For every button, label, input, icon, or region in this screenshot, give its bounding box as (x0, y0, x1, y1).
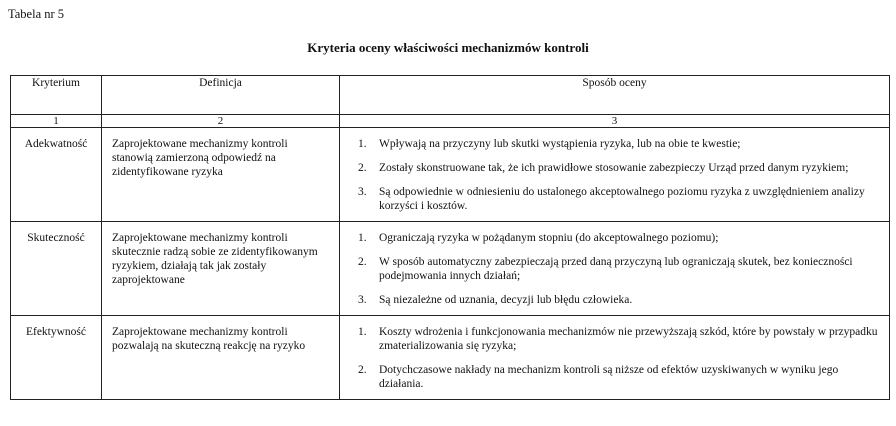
method-item (358, 255, 881, 283)
table-row (11, 128, 890, 222)
column-number-3: 3 (340, 115, 890, 128)
definition-cell: Zaprojektowane mechanizmy kontroli pozwalają na skuteczną reakcję na ryzyko (102, 316, 340, 400)
method-item (358, 325, 881, 353)
method-cell (340, 316, 890, 400)
method-item-text: W sposób automatyczny zabezpieczają przed daną przyczyną lub ograniczają skutek, bez konieczności podejmowania innych działań; (379, 256, 853, 282)
column-number-1: 1 (11, 115, 102, 128)
method-item (358, 185, 881, 213)
method-item-text: Koszty wdrożenia i funkcjonowania mechanizmów nie przewyższają szkód, które by powstały w przypadku zmaterializowania się ryzyka; (379, 326, 878, 352)
column-number-row (11, 115, 890, 128)
method-item-text: Wpływają na przyczyny lub skutki wystąpienia ryzyka, lub na obie te kwestie; (379, 138, 741, 150)
table-number-label: Tabela nr 5 (8, 7, 65, 21)
method-list (358, 231, 881, 307)
criterion-cell: Skuteczność (11, 222, 102, 316)
header-definition: Definicja (102, 76, 340, 115)
header-criterion: Kryterium (11, 76, 102, 115)
method-item (358, 161, 881, 175)
method-item (358, 137, 881, 151)
method-item-number: 2. (358, 364, 367, 376)
method-item (358, 293, 881, 307)
column-number-2: 2 (102, 115, 340, 128)
method-item (358, 363, 881, 391)
table-row (11, 316, 890, 400)
method-item-number: 3. (358, 294, 367, 306)
definition-cell: Zaprojektowane mechanizmy kontroli stanowią zamierzoną odpowiedź na zidentyfikowane ryzyka (102, 128, 340, 222)
criteria-table (10, 75, 890, 400)
method-cell (340, 222, 890, 316)
method-item (358, 231, 881, 245)
method-item-number: 1. (358, 232, 367, 244)
method-item-text: Zostały skonstruowane tak, że ich prawidłowe stosowanie zabezpieczy Urząd przed danym ryzykiem; (379, 162, 849, 174)
table-title: Kryteria oceny właściwości mechanizmów kontroli (307, 40, 589, 55)
header-method: Sposób oceny (340, 76, 890, 115)
method-list (358, 137, 881, 213)
method-list (358, 325, 881, 391)
method-item-number: 1. (358, 138, 367, 150)
method-item-text: Są niezależne od uznania, decyzji lub błędu człowieka. (379, 294, 633, 306)
criterion-cell: Efektywność (11, 316, 102, 400)
method-item-number: 2. (358, 256, 367, 268)
method-item-text: Ograniczają ryzyka w pożądanym stopniu (do akceptowalnego poziomu); (379, 232, 719, 244)
header-row (11, 76, 890, 115)
criterion-cell: Adekwatność (11, 128, 102, 222)
method-cell (340, 128, 890, 222)
method-item-number: 1. (358, 326, 367, 338)
method-item-number: 3. (358, 186, 367, 198)
table-row (11, 222, 890, 316)
method-item-text: Są odpowiednie w odniesieniu do ustalonego akceptowalnego poziomu ryzyka z uwzględnieniem analizy korzyści i kosztów. (379, 186, 865, 212)
method-item-text: Dotychczasowe nakłady na mechanizm kontroli są niższe od efektów uzyskiwanych w wyniku jego działania. (379, 364, 839, 390)
definition-cell: Zaprojektowane mechanizmy kontroli skutecznie radzą sobie ze zidentyfikowanym ryzykiem, działają tak jak zostały zaprojektowane (102, 222, 340, 316)
method-item-number: 2. (358, 162, 367, 174)
